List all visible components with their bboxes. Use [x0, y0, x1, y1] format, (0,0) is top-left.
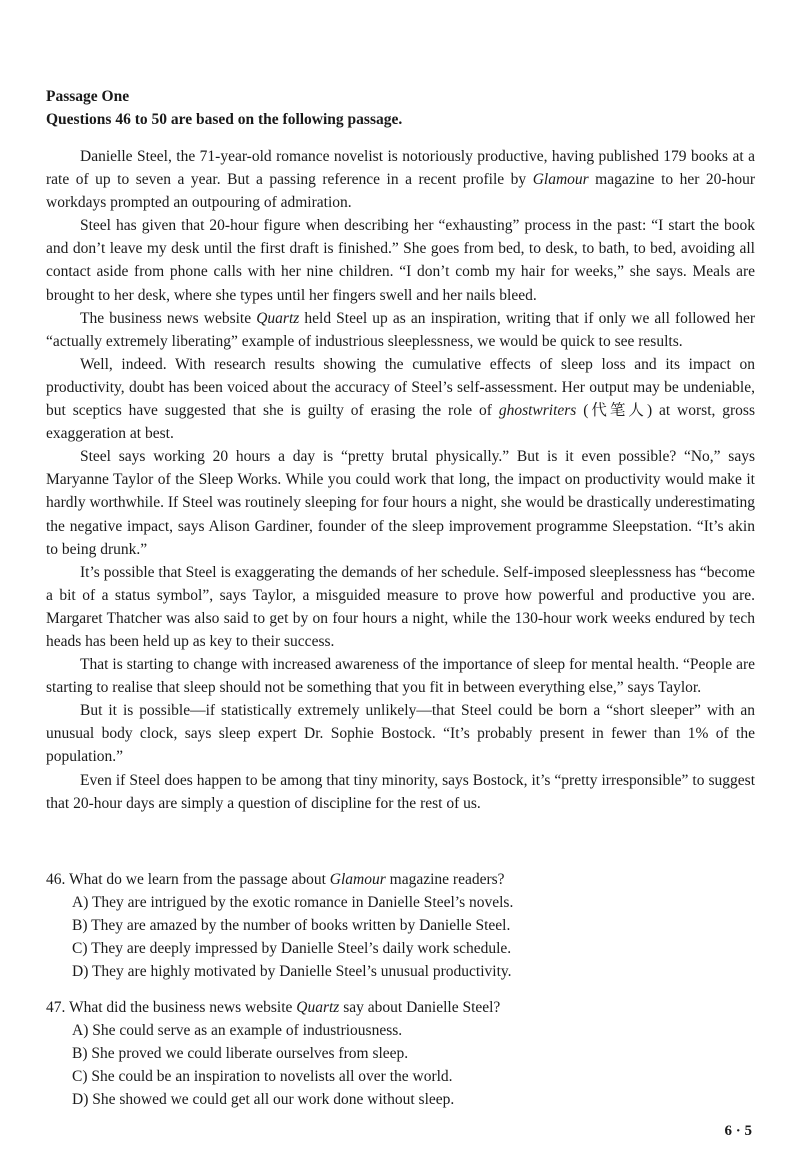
question-stem: 47. What did the business news website Quartz say about Danielle Steel?: [46, 999, 501, 1016]
question-47: [46, 996, 761, 1111]
option-c: C) She could be an inspiration to novelists all over the world.: [72, 1068, 453, 1085]
paragraph-6: It’s possible that Steel is exaggerating the demands of her schedule. Self-imposed sleeplessness has “become a bit of a status symbol”, says Taylor, a misguided measure to prove how powerful and productive you are. Margaret Thatcher was also said to get by on four hours a night, while the 130-hour work weeks endured by tech heads has been held up as key to their success.: [46, 563, 755, 650]
paragraph-8: But it is possible—if statistically extremely unlikely—that Steel could be born a “short sleeper” with an unusual body clock, says sleep expert Dr. Sophie Bostock. “It’s probably present in fewer than 1% of the population.”: [46, 702, 755, 766]
option-d: D) She showed we could get all our work done without sleep.: [72, 1091, 455, 1108]
option-c: C) They are deeply impressed by Danielle Steel’s daily work schedule.: [72, 940, 512, 957]
paragraph-5: Steel says working 20 hours a day is “pretty brutal physically.” But is it even possible? “No,” says Maryanne Taylor of the Sleep Works. While you could work that long, the impact on productivity would make it hardly worthwhile. If Steel was routinely sleeping for four hours a night, she would be drastically underestimating the negative impact, says Alison Gardiner, founder of the sleep improvement programme Sleepstation. “It’s akin to being drunk.”: [46, 448, 755, 558]
passage-title: Passage One: [46, 88, 130, 105]
question-stem: 46. What do we learn from the passage about Glamour magazine readers?: [46, 871, 505, 888]
option-d: D) They are highly motivated by Danielle Steel’s unusual productivity.: [72, 963, 512, 980]
option-a: A) She could serve as an example of industriousness.: [72, 1022, 403, 1039]
option-a: A) They are intrigued by the exotic romance in Danielle Steel’s novels.: [72, 894, 514, 911]
option-b: B) They are amazed by the number of books written by Danielle Steel.: [72, 917, 511, 934]
passage-instruction: Questions 46 to 50 are based on the following passage.: [46, 111, 403, 128]
paragraph-9: Even if Steel does happen to be among that tiny minority, says Bostock, it’s “pretty irresponsible” to suggest that 20-hour days are simply a question of discipline for the rest of us.: [46, 771, 755, 812]
page-number: 6 · 5: [724, 1123, 752, 1139]
paragraph-4: Well, indeed. With research results showing the cumulative effects of sleep loss and its impact on productivity, doubt has been voiced about the accuracy of Steel’s self-assessment. Her output may be undeniable, but sceptics have suggested that she is guilty of erasing the role of ghostwriters (代笔人) at worst, gross exaggeration at best.: [46, 355, 755, 443]
paragraph-3: The business news website Quartz held Steel up as an inspiration, writing that if only we all followed her “actually extremely liberating” example of industrious sleeplessness, we would be quick to see results.: [46, 309, 755, 350]
paragraph-7: That is starting to change with increased awareness of the importance of sleep for mental health. “People are starting to realise that sleep should not be something that you fit in between everything else,” says Taylor.: [46, 656, 755, 697]
paragraph-2: Steel has given that 20-hour figure when describing her “exhausting” process in the past: “I start the book and don’t leave my desk until the first draft is finished.” She goes from bed, to desk, to bath, to bed, avoiding all contact aside from phone calls with her nine children. “I don’t comb my hair for weeks,” she says. Meals are brought to her desk, where she types until her fingers swell and her nails bleed.: [46, 217, 755, 304]
paragraph-1: Danielle Steel, the 71-year-old romance novelist is notoriously productive, having published 179 books at a rate of up to seven a year. But a passing reference in a recent profile by Glamour magazine to her 20-hour workdays prompted an outpouring of admiration.: [46, 148, 755, 212]
option-b: B) She proved we could liberate ourselves from sleep.: [72, 1045, 409, 1062]
passage-body: [46, 145, 755, 815]
question-46: [46, 868, 761, 983]
